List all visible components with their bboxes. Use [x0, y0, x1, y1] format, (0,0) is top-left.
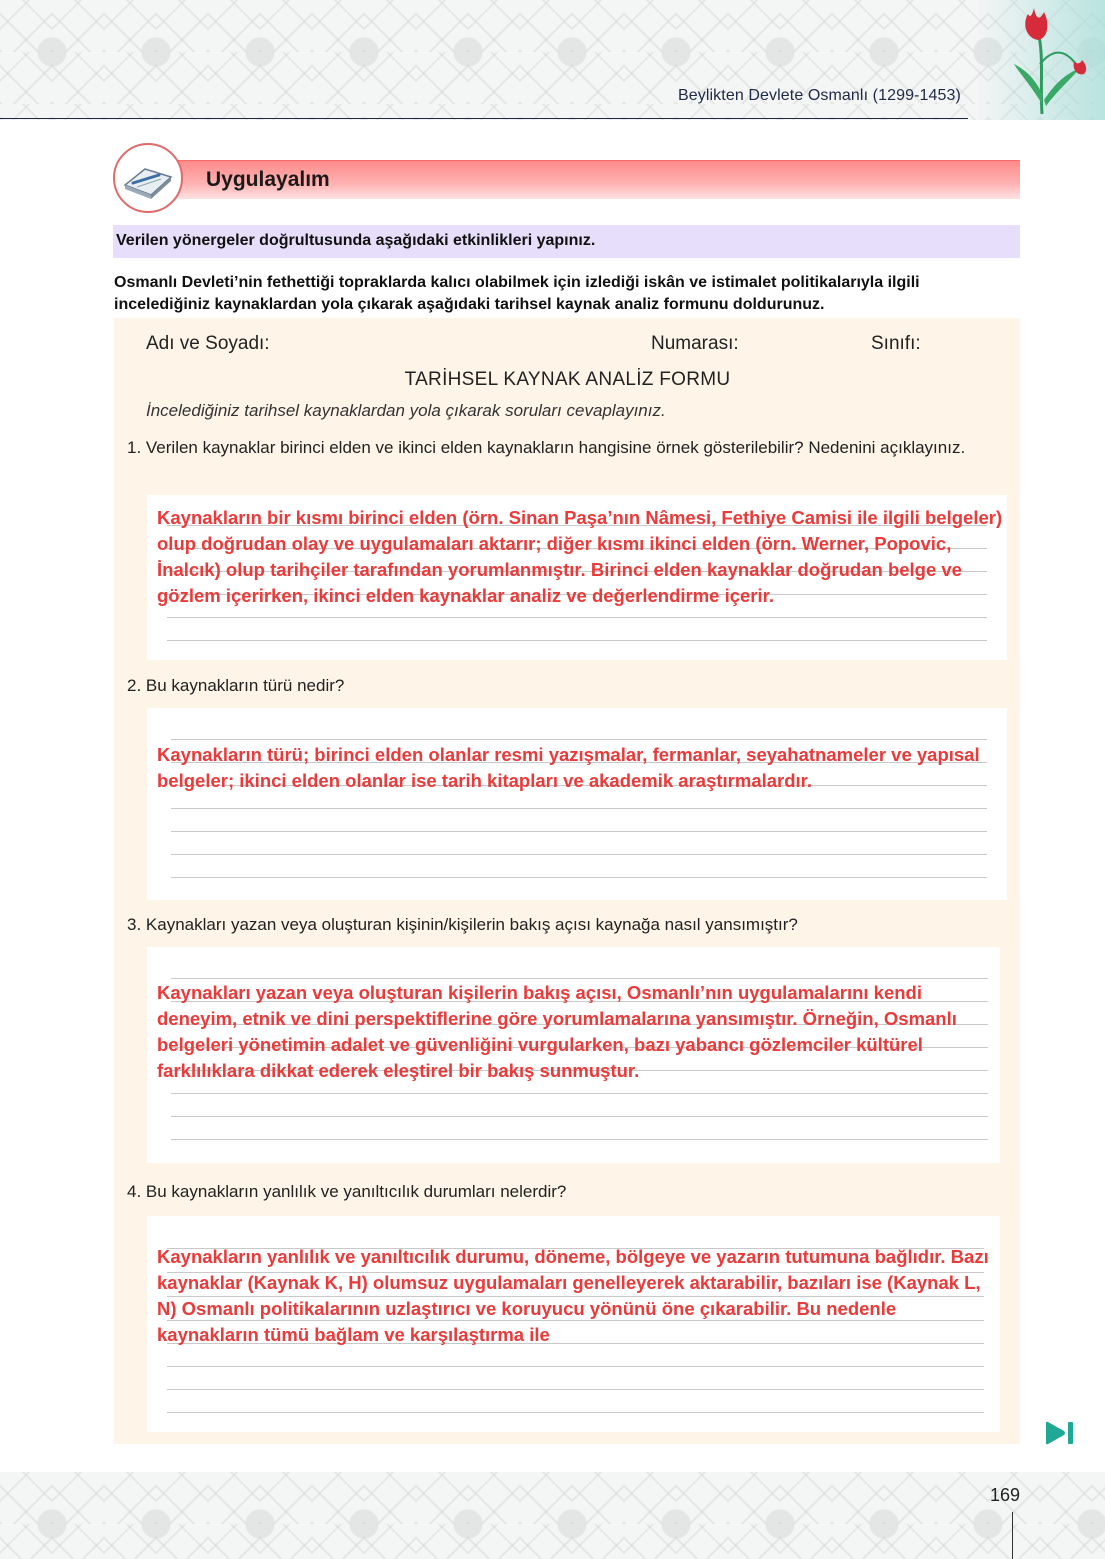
intro-paragraph: Osmanlı Devleti’nin fethettiği topraklarda kalıcı olabilmek için izlediği iskân ve istimalet politikalarıyla ilgili incelediğiniz kaynaklardan yola çıkarak aşağıdaki tarihsel kaynak analiz formunu doldurunuz.	[114, 274, 920, 313]
question-1: 1. Verilen kaynaklar birinci elden ve ikinci elden kaynakların hangisine örnek gösterilebilir? Nedenini açıklayınız.	[127, 438, 966, 457]
page-number-rule	[1012, 1512, 1013, 1559]
footer-pattern	[0, 1472, 1105, 1559]
class-label: Sınıfı:	[871, 333, 921, 354]
question-4: 4. Bu kaynakların yanlılık ve yanıltıcılık durumları nelerdir?	[127, 1182, 567, 1201]
form-title-text: TARİHSEL KAYNAK ANALİZ FORMU	[404, 369, 731, 390]
page-number: 169	[990, 1485, 1021, 1505]
tulip-icon	[1000, 4, 1100, 116]
answer-3: Kaynakları yazan veya oluşturan kişilerin bakış açısı, Osmanlı’nın uygulamalarını kendi deneyim, etnik ve dini perspektiflerine göre yorumlamalarına yansımıştır. Örneğin, Osmanlı belgeleri yönetimin adalet ve güvenliğini vurgularken, bazı yabancı gözlemciler kültürel farklılıklara dikkat ederek eleştirel bir bakış sunmuştur.	[157, 982, 957, 1081]
answer-1: Kaynakların bir kısmı birinci elden (örn. Sinan Paşa’nın Nâmesi, Fethiye Camisi ile ilgili belgeler) olup doğrudan olay ve uygulamaları aktarır; diğer kısmı ikinci elden (örn. Werner, Popovic, İnalcık) olup tarihçiler tarafından yorumlanmıştır. Birinci elden kaynaklar doğrudan belge ve gözlem içerirken, ikinci elden kaynaklar analiz ve değerlendirme içerir.	[157, 507, 1003, 606]
book-icon	[113, 143, 183, 213]
writing-lines	[171, 708, 987, 900]
instruction-text: Verilen yönergeler doğrultusunda aşağıdaki etkinlikleri yapınız.	[116, 232, 596, 249]
question-3: 3. Kaynakları yazan veya oluşturan kişinin/kişilerin bakış açısı kaynağa nasıl yansımıştır?	[127, 915, 798, 934]
running-title: Beylikten Devlete Osmanlı (1299-1453)	[678, 87, 961, 104]
name-label: Adı ve Soyadı:	[146, 333, 270, 354]
section-title: Uygulayalım	[206, 168, 330, 191]
header-rule	[0, 118, 968, 119]
answer-box-2[interactable]	[147, 708, 1007, 900]
number-label: Numarası:	[651, 333, 739, 354]
next-page-icon[interactable]	[1044, 1421, 1074, 1445]
answer-2: Kaynakların türü; birinci elden olanlar resmi yazışmalar, fermanlar, seyahatnameler ve yapısal belgeler; ikinci elden olanlar ise tarih kitapları ve akademik araştırmalardır.	[157, 744, 980, 791]
answer-4: Kaynakların yanlılık ve yanıltıcılık durumu, döneme, bölgeye ve yazarın tutumuna bağlıdır. Bazı kaynaklar (Kaynak K, H) olumsuz uygulamaları genelleyerek aktarabilir, bazıları ise (Kaynak L, N) Osmanlı politikalarının uzlaştırıcı ve koruyucu yönünü öne çıkarabilir. Bu nedenle kaynakların tümü bağlam ve karşılaştırma ile	[157, 1246, 989, 1345]
form-subtitle: İncelediğiniz tarihsel kaynaklardan yola çıkarak soruları cevaplayınız.	[146, 401, 666, 420]
question-2: 2. Bu kaynakların türü nedir?	[127, 676, 345, 695]
form-title	[0, 369, 1105, 391]
